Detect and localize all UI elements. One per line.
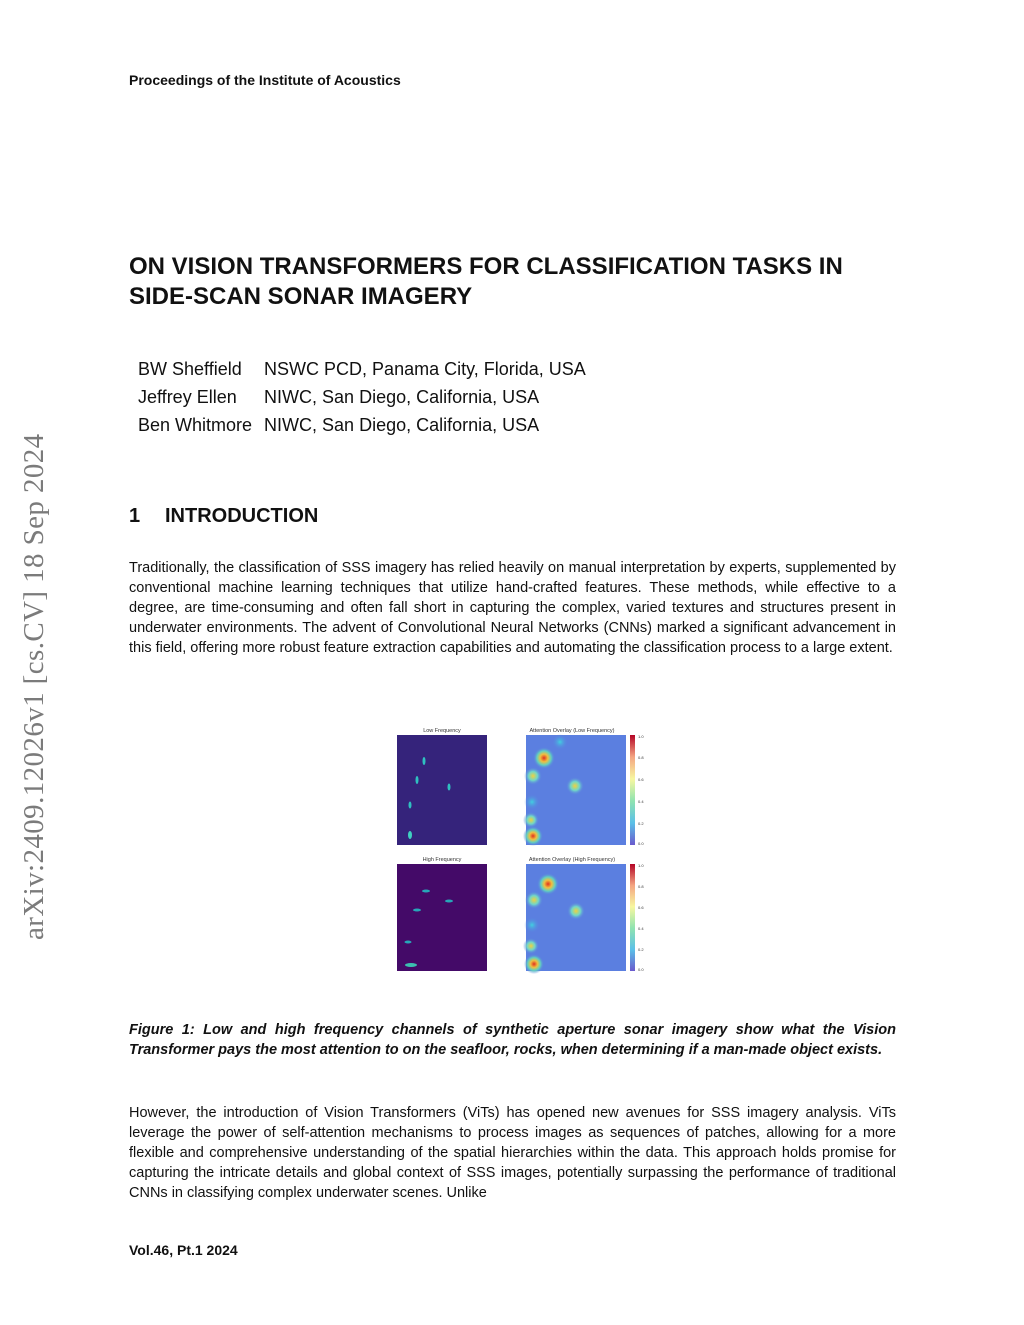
author-row — [138, 386, 598, 414]
attention-overlay-low-panel — [523, 734, 626, 846]
intro-paragraph-2: However, the introduction of Vision Transformers (ViTs) has opened new avenues for SSS imagery analysis. ViTs leverage the power of self-attention mechanisms to process images as sequences of patches, allowing for a more flexible and comprehensive understanding of the spatial hierarchies within the data. This approach holds promise for capturing the intricate details and global context of SSS images, potentially surpassing the performance of traditional CNNs in classifying complex underwater scenes. Unlike — [129, 1105, 896, 1201]
paper-title: ON VISION TRANSFORMERS FOR CLASSIFICATION TASKS IN SIDE-SCAN SONAR IMAGERY — [129, 253, 843, 310]
intro-paragraph-1: Traditionally, the classification of SSS imagery has relied heavily on manual interpretation by experts, supplemented by conventional machine learning techniques that utilize hand-crafted features. These methods, while effective to a degree, are time-consuming and often fall short in capturing the complex, varied textures and structures present in underwater environments. The advent of Convolutional Neural Networks (CNNs) marked a significant advancement in this field, offering more robust feature extraction capabilities and automating the classification process to a large extent. — [129, 560, 896, 656]
colorbar-tick: 0.4 — [638, 799, 644, 804]
author-affiliation: NIWC, San Diego, California, USA — [264, 415, 540, 435]
section-number: 1 — [129, 505, 141, 527]
colorbar-low — [630, 734, 644, 846]
arxiv-identifier: arXiv:2409.12026v1 [cs.CV] 18 Sep 2024 — [18, 433, 50, 940]
author-name: BW Sheffield — [138, 359, 242, 379]
figure-1-image — [390, 724, 650, 974]
attention-overlay-high-panel — [523, 864, 626, 974]
section-heading — [129, 505, 318, 528]
colorbar-tick: 0.0 — [638, 841, 644, 846]
author-affiliation: NIWC, San Diego, California, USA — [264, 387, 540, 407]
colorbar-tick: 0.8 — [638, 755, 644, 760]
colorbar-high — [630, 863, 644, 972]
figure-caption: Figure 1: Low and high frequency channels of synthetic aperture sonar imagery show what the Vision Transformer pays the most attention to on the seafloor, rocks, when determining if a man-made object exists. — [129, 1022, 896, 1058]
section-title: INTRODUCTION — [165, 505, 319, 527]
colorbar-tick: 0.6 — [638, 905, 644, 910]
proceedings-header: Proceedings of the Institute of Acoustics — [129, 72, 401, 88]
colorbar-tick: 0.6 — [638, 777, 644, 782]
author-affiliation: NSWC PCD, Panama City, Florida, USA — [264, 359, 586, 379]
author-name: Jeffrey Ellen — [138, 387, 237, 407]
author-name: Ben Whitmore — [138, 415, 253, 435]
high-frequency-panel — [397, 864, 487, 971]
low-frequency-panel — [397, 735, 487, 845]
colorbar-tick: 0.8 — [638, 884, 644, 889]
colorbar-tick: 0.0 — [638, 967, 644, 972]
colorbar-tick: 0.2 — [638, 821, 644, 826]
volume-footer: Vol.46, Pt.1 2024 — [129, 1242, 238, 1258]
colorbar-tick: 1.0 — [638, 734, 644, 739]
colorbar-tick: 0.2 — [638, 947, 644, 952]
panel-title-low-frequency: Low Frequency — [423, 728, 461, 734]
author-list — [138, 358, 598, 442]
panel-title-high-frequency: High Frequency — [422, 857, 462, 863]
author-row — [138, 358, 598, 386]
panel-title-attention-low: Attention Overlay (Low Frequency) — [529, 728, 615, 734]
panel-title-attention-high: Attention Overlay (High Frequency) — [528, 857, 616, 863]
colorbar-tick: 1.0 — [638, 863, 644, 868]
author-row — [138, 414, 598, 442]
colorbar-tick: 0.4 — [638, 926, 644, 931]
